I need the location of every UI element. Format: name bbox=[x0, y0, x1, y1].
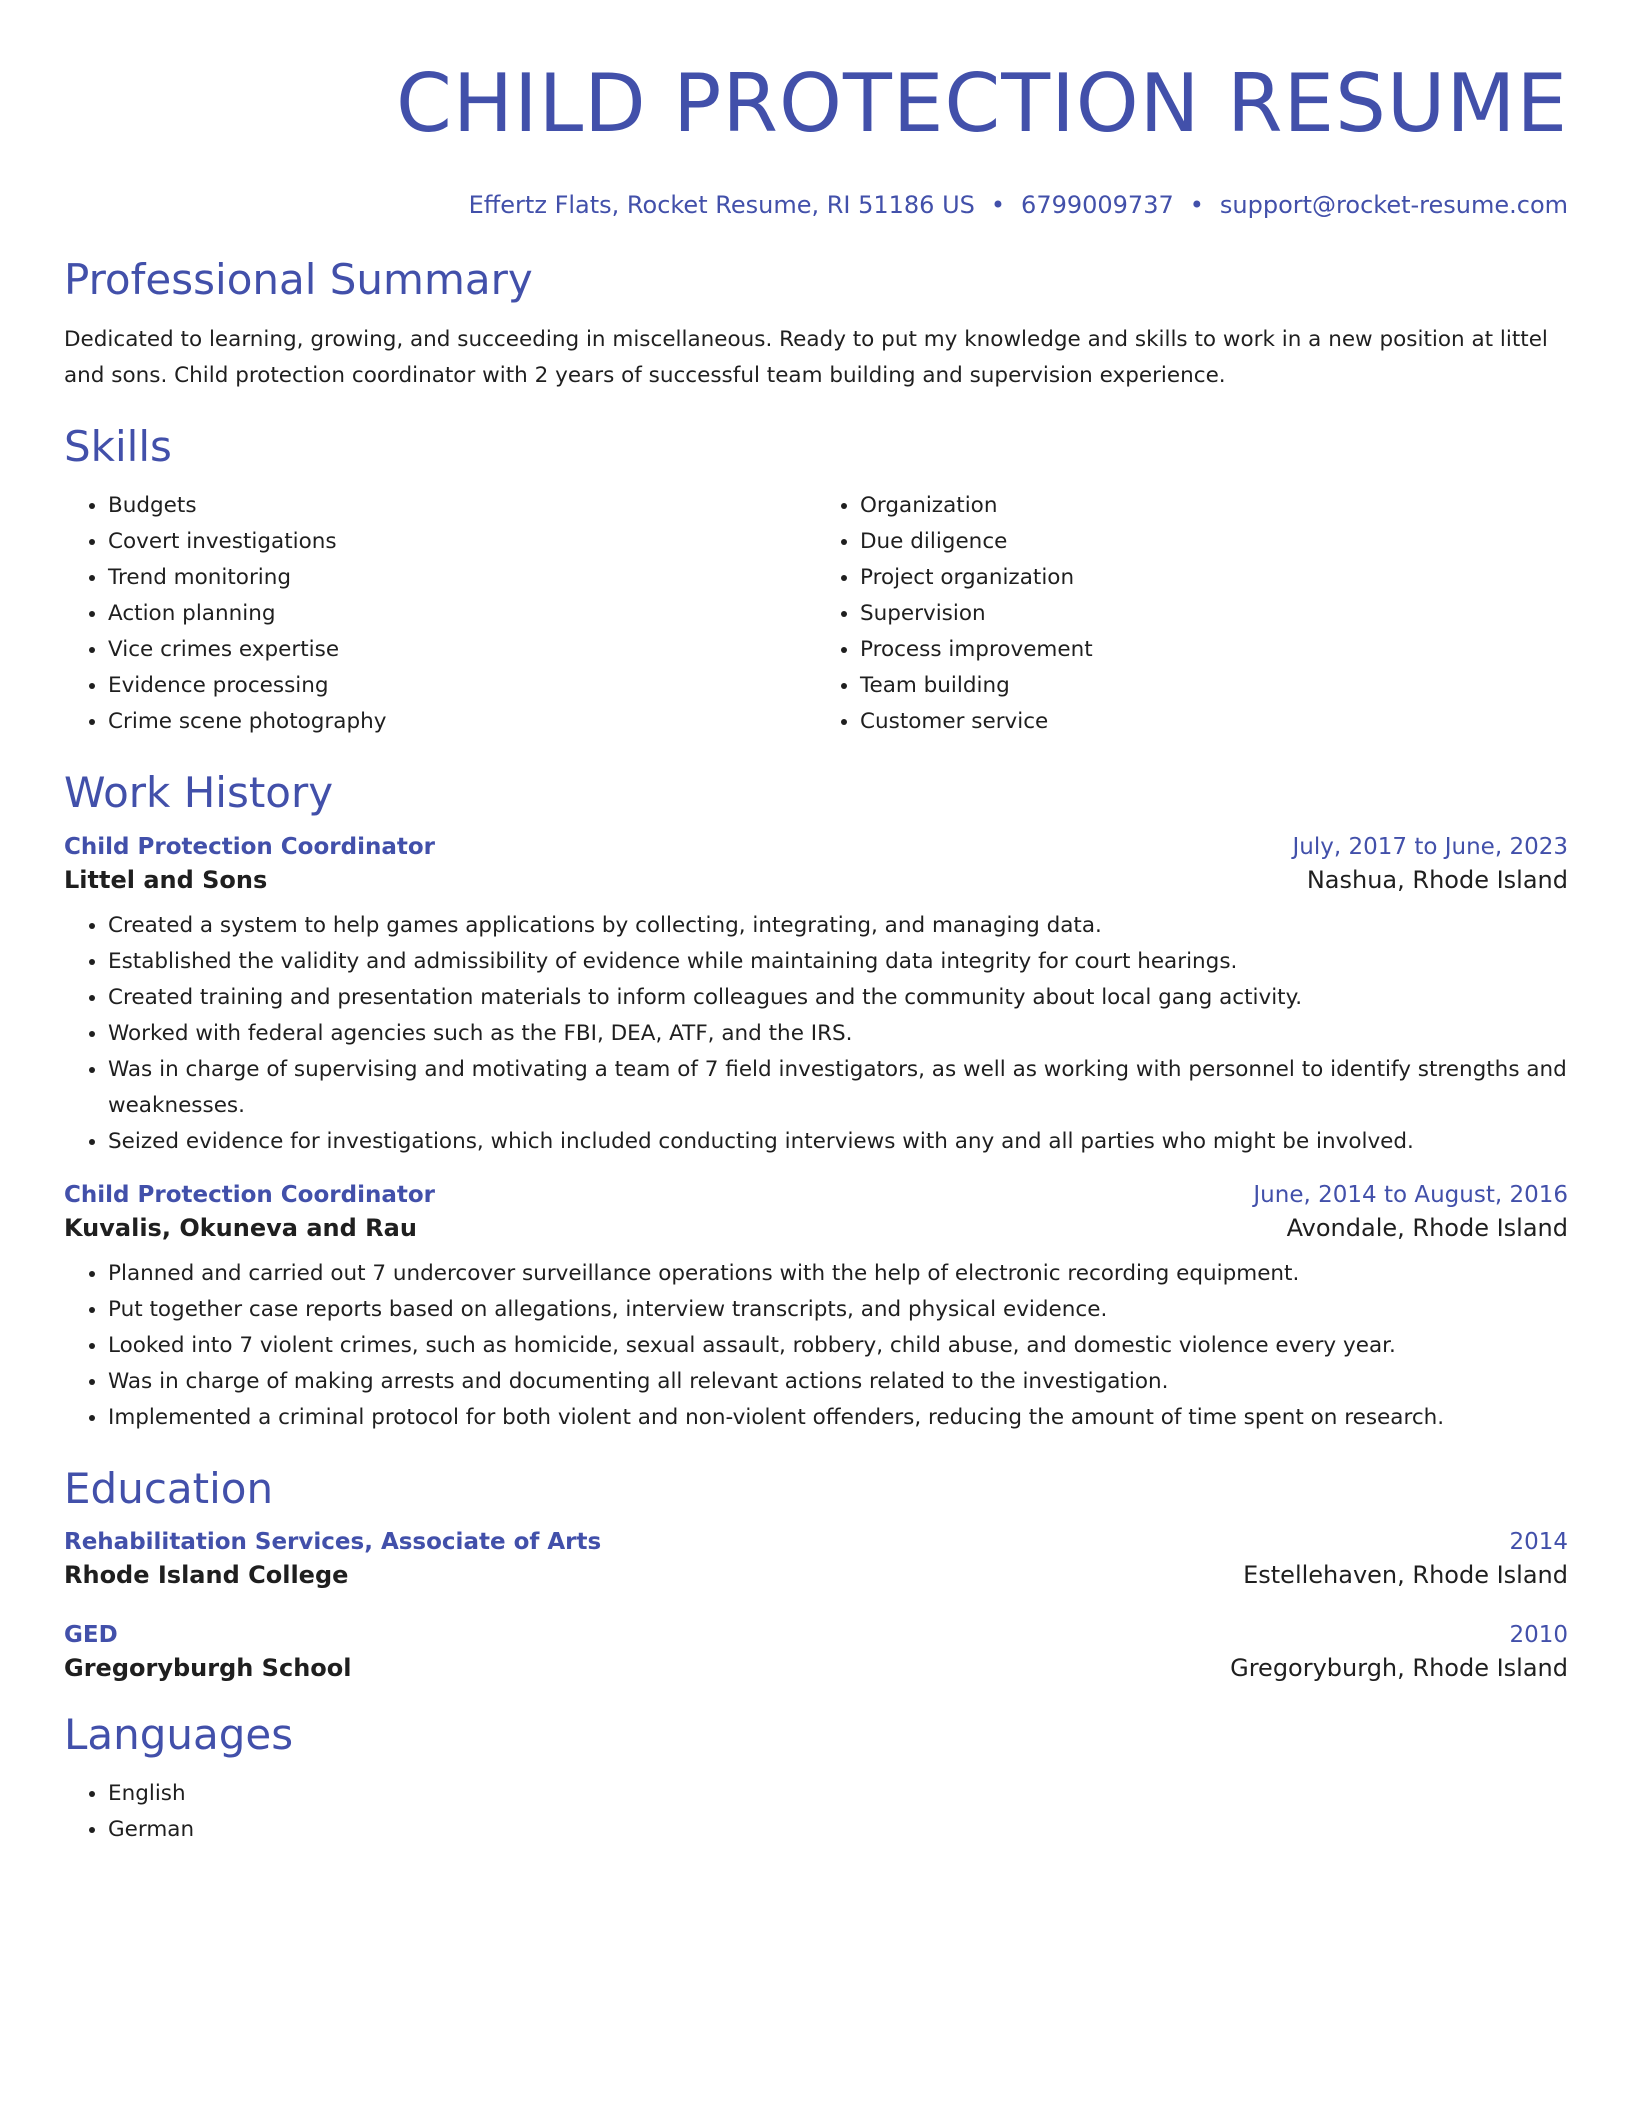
education-entry bbox=[64, 1529, 1568, 1589]
languages-list bbox=[64, 1776, 1568, 1848]
job-bullet: • Created training and presentation materials to inform colleagues and the community about local gang activity. bbox=[108, 980, 1568, 1016]
education-location: Estellehaven, Rhode Island bbox=[1243, 1561, 1568, 1589]
skills-list-right bbox=[816, 488, 1568, 740]
skills-section bbox=[64, 419, 1568, 740]
job-title: Child Protection Coordinator bbox=[64, 834, 435, 860]
job-bullet: • Implemented a criminal protocol for both violent and non-violent offenders, reducing the amount of time spent on research. bbox=[108, 1400, 1568, 1436]
contact-separator: • bbox=[1189, 191, 1204, 219]
summary-section bbox=[64, 252, 1568, 394]
education-location: Gregoryburgh, Rhode Island bbox=[1230, 1654, 1568, 1682]
contact-line bbox=[64, 189, 1568, 221]
skill-item: • Customer service bbox=[860, 704, 1568, 740]
education-heading: Education bbox=[64, 1464, 274, 1513]
education-entry bbox=[64, 1622, 1568, 1682]
job-company-row bbox=[64, 866, 1568, 894]
education-year: 2010 bbox=[1509, 1622, 1568, 1648]
skill-item: • Supervision bbox=[860, 596, 1568, 632]
resume-title: CHILD PROTECTION RESUME bbox=[395, 57, 1568, 150]
skill-item: • Trend monitoring bbox=[108, 560, 816, 596]
education-section bbox=[64, 1461, 1568, 1682]
resume-header bbox=[64, 0, 1568, 221]
language-item: • English bbox=[108, 1776, 1568, 1812]
skills-grid bbox=[64, 488, 1568, 740]
languages-heading: Languages bbox=[64, 1710, 294, 1759]
skill-item: • Process improvement bbox=[860, 632, 1568, 668]
job-bullet: • Worked with federal agencies such as the FBI, DEA, ATF, and the IRS. bbox=[108, 1016, 1568, 1052]
job-company-row bbox=[64, 1214, 1568, 1242]
skill-item: • Budgets bbox=[108, 488, 816, 524]
job-bullet: • Seized evidence for investigations, which included conducting interviews with any and all parties who might be involved. bbox=[108, 1124, 1568, 1160]
skill-item: • Crime scene photography bbox=[108, 704, 816, 740]
contact-email[interactable]: support@rocket-resume.com bbox=[1219, 191, 1568, 219]
job-dates: June, 2014 to August, 2016 bbox=[1253, 1182, 1568, 1208]
education-degree-row bbox=[64, 1529, 1568, 1555]
skill-item: • Project organization bbox=[860, 560, 1568, 596]
job-bullet: • Was in charge of supervising and motivating a team of 7 field investigators, as well as working with personnel to identify strengths and weaknesses. bbox=[108, 1052, 1568, 1124]
job-title: Child Protection Coordinator bbox=[64, 1182, 435, 1208]
job-title-row bbox=[64, 1182, 1568, 1208]
skill-item: • Organization bbox=[860, 488, 1568, 524]
education-school-row bbox=[64, 1654, 1568, 1682]
skill-item: • Action planning bbox=[108, 596, 816, 632]
skill-item: • Covert investigations bbox=[108, 524, 816, 560]
contact-separator: • bbox=[990, 191, 1006, 219]
education-degree-row bbox=[64, 1622, 1568, 1648]
education-school: Gregoryburgh School bbox=[64, 1654, 352, 1682]
contact-address: Effertz Flats, Rocket Resume, RI 51186 US bbox=[468, 191, 975, 219]
education-degree: Rehabilitation Services, Associate of Arts bbox=[64, 1529, 602, 1555]
job-bullet: • Was in charge of making arrests and documenting all relevant actions related to the investigation. bbox=[108, 1364, 1568, 1400]
job-title-row bbox=[64, 834, 1568, 860]
skill-item: • Due diligence bbox=[860, 524, 1568, 560]
skills-heading: Skills bbox=[64, 422, 172, 471]
education-school: Rhode Island College bbox=[64, 1561, 349, 1589]
work-history-section bbox=[64, 765, 1568, 1436]
job-company: Kuvalis, Okuneva and Rau bbox=[64, 1214, 417, 1242]
job-company: Littel and Sons bbox=[64, 866, 268, 894]
skills-list-left bbox=[64, 488, 816, 740]
language-item: • German bbox=[108, 1812, 1568, 1848]
job-location: Avondale, Rhode Island bbox=[1286, 1214, 1568, 1242]
job-location: Nashua, Rhode Island bbox=[1306, 866, 1568, 894]
job-entry bbox=[64, 834, 1568, 1160]
job-bullet: • Planned and carried out 7 undercover surveillance operations with the help of electronic recording equipment. bbox=[108, 1256, 1568, 1292]
education-year: 2014 bbox=[1509, 1529, 1568, 1555]
job-bullet: • Put together case reports based on allegations, interview transcripts, and physical evidence. bbox=[108, 1292, 1568, 1328]
skill-item: • Evidence processing bbox=[108, 668, 816, 704]
summary-heading: Professional Summary bbox=[64, 255, 533, 304]
job-bullet: • Looked into 7 violent crimes, such as homicide, sexual assault, robbery, child abuse, and domestic violence every year. bbox=[108, 1328, 1568, 1364]
job-dates: July, 2017 to June, 2023 bbox=[1292, 834, 1568, 860]
work-history-heading: Work History bbox=[64, 768, 334, 817]
education-school-row bbox=[64, 1561, 1568, 1589]
contact-phone: 6799009737 bbox=[1021, 191, 1174, 219]
skill-item: • Team building bbox=[860, 668, 1568, 704]
education-degree: GED bbox=[64, 1622, 118, 1648]
job-entry bbox=[64, 1182, 1568, 1436]
job-bullets bbox=[64, 1256, 1568, 1436]
job-bullet: • Established the validity and admissibility of evidence while maintaining data integrity for court hearings. bbox=[108, 944, 1568, 980]
job-bullet: • Created a system to help games applications by collecting, integrating, and managing data. bbox=[108, 908, 1568, 944]
summary-text: Dedicated to learning, growing, and succeeding in miscellaneous. Ready to put my knowledge and skills to work in a new position at littel and sons. Child protection coordinator with 2 years of successful team building and supervision experience. bbox=[64, 327, 1548, 388]
skill-item: • Vice crimes expertise bbox=[108, 632, 816, 668]
job-bullets bbox=[64, 908, 1568, 1160]
languages-section bbox=[64, 1707, 1568, 1848]
